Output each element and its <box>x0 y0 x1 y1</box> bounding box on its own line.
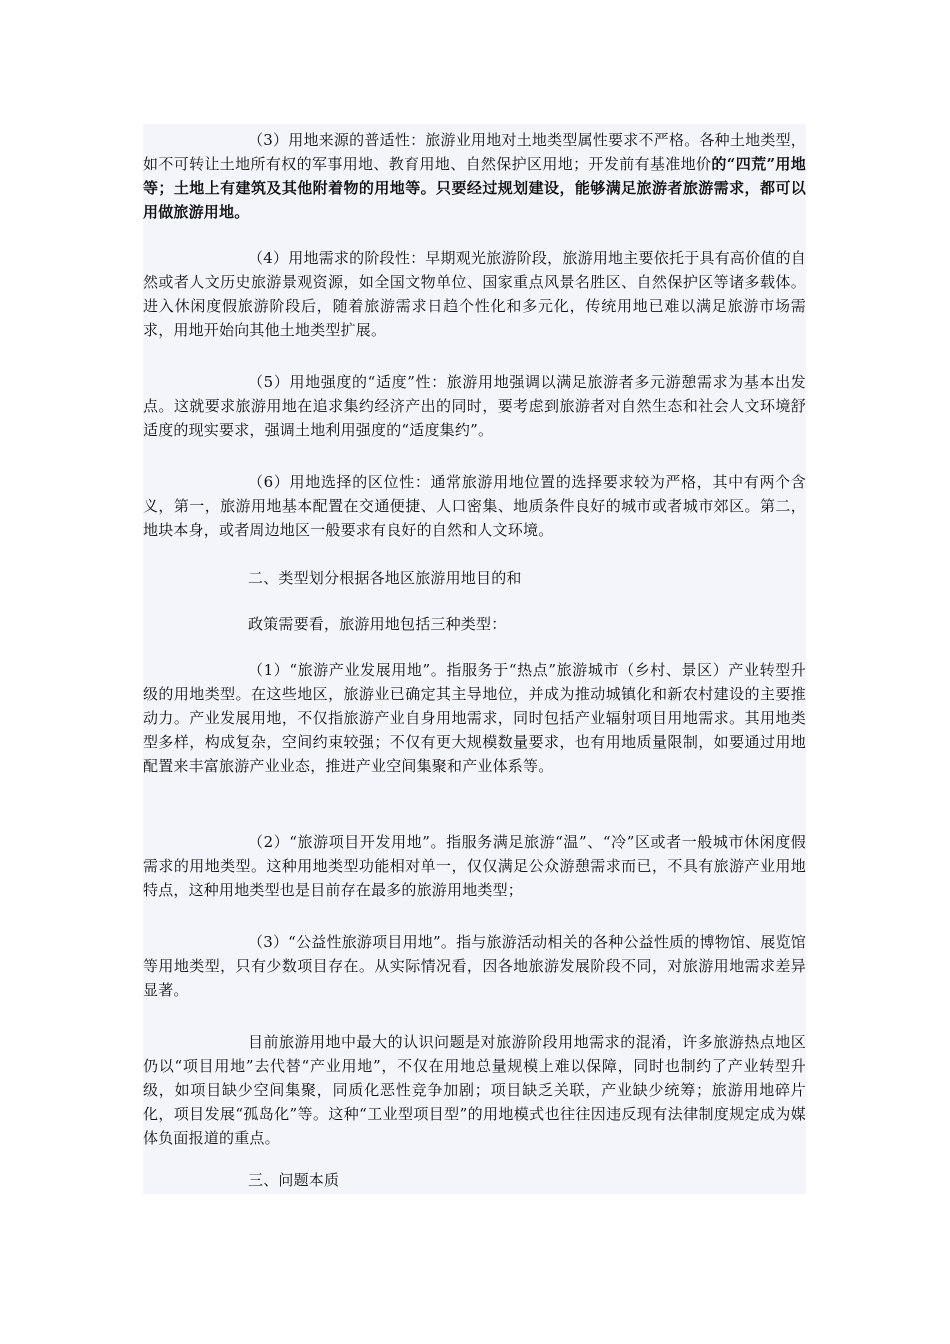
paragraph-land-source-normal: （3）用地来源的普适性：旅游业用地对土地类型属性要求不严格。各种土地类型，如不可转让土地所有权的军事用地、教育用地、自然保护区用地；开发前有基准地价 <box>143 131 806 173</box>
section-heading-two-continued: 政策需要看，旅游用地包括三种类型： <box>248 615 507 633</box>
paragraph-type-project: （2）“旅游项目开发用地”。指服务满足旅游“温”、“冷”区或者一般城市休闲度假需求的用地类型。这种用地类型功能相对单一，仅仅满足公众游憩需求而已，不具有旅游产业用地特点，这种用地类型也是目前存在最多的旅游用地类型； <box>143 833 806 899</box>
paragraph-land-source-bold: 的“四荒”用地等；土地上有建筑及其他附着物的用地等。只要经过规划建设，能够满足旅游者旅游需求，都可以用做旅游用地。 <box>143 155 806 221</box>
paragraph-type-industry: （1）“旅游产业发展用地”。指服务于“热点”旅游城市（乡村、景区）产业转型升级的用地类型。在这些地区，旅游业已确定其主导地位，并成为推动城镇化和新农村建设的主要推动力。产业发展用地，不仅指旅游产业自身用地需求，同时包括产业辐射项目用地需求。其用地类型多样，构成复杂，空间约束较强；不仅有更大规模数量要求，也有用地质量限制，如要通过用地配置来丰富旅游产业业态，推进产业空间集聚和产业体系等。 <box>143 661 806 775</box>
paragraph-type-public: （3）“公益性旅游项目用地”。指与旅游活动相关的各种公益性质的博物馆、展览馆等用地类型，只有少数项目存在。从实际情况看，因各地旅游发展阶段不同，对旅游用地需求差异显著。 <box>143 933 806 999</box>
section-heading-three: 三、问题本质 <box>248 1171 340 1189</box>
paragraph-land-source <box>143 128 806 224</box>
paragraph-current-issue: 目前旅游用地中最大的认识问题是对旅游阶段用地需求的混淆，许多旅游热点地区仍以“项目用地”去代替“产业用地”，不仅在用地总量规模上难以保障，同时也制约了产业转型升级，如项目缺少空间集聚，同质化恶性竞争加剧；项目缺乏关联，产业缺少统筹；旅游用地碎片化，项目发展“孤岛化”等。这种“工业型项目型”的用地模式也往往因违反现有法律制度规定成为媒体负面报道的重点。 <box>143 1033 806 1147</box>
document-content <box>143 124 806 1194</box>
section-heading-two: 二、类型划分根据各地区旅游用地目的和 <box>248 569 522 587</box>
paragraph-land-location: （6）用地选择的区位性：通常旅游用地位置的选择要求较为严格，其中有两个含义，第一，旅游用地基本配置在交通便捷、人口密集、地质条件良好的城市或者城市郊区。第二，地块本身，或者周边地区一般要求有良好的自然和人文环境。 <box>143 473 806 539</box>
paragraph-land-intensity: （5）用地强度的“适度”性：旅游用地强调以满足旅游者多元游憩需求为基本出发点。这就要求旅游用地在追求集约经济产出的同时，要考虑到旅游者对自然生态和社会人文环境舒适度的现实要求，强调土地利用强度的“适度集约”。 <box>143 373 806 439</box>
paragraph-land-demand-stage: （4）用地需求的阶段性：早期观光旅游阶段，旅游用地主要依托于具有高价值的自然或者人文历史旅游景观资源，如全国文物单位、国家重点风景名胜区、自然保护区等诸多载体。进入休闲度假旅游阶段后，随着旅游需求日趋个性化和多元化，传统用地已难以满足旅游市场需求，用地开始向其他土地类型扩展。 <box>143 249 806 339</box>
